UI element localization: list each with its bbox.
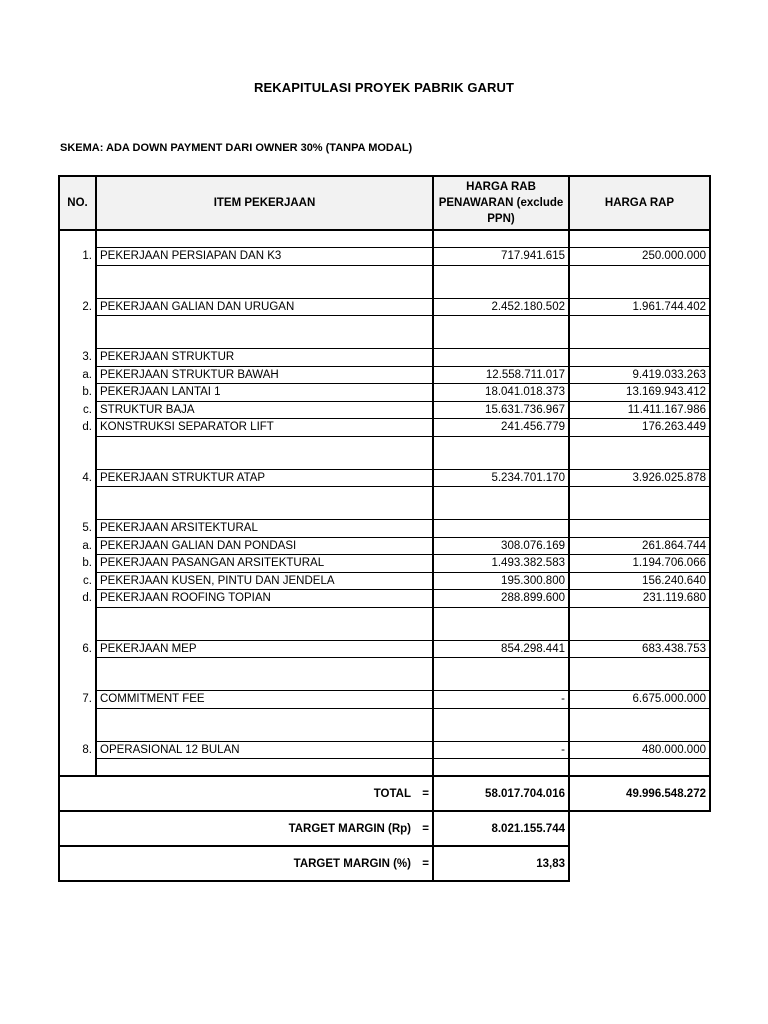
empty-cell xyxy=(59,316,96,333)
empty-cell xyxy=(59,759,96,777)
empty-cell xyxy=(569,759,710,777)
empty-cell xyxy=(569,230,710,248)
empty-cell xyxy=(433,725,569,742)
row-number: 1. xyxy=(59,248,96,266)
empty-cell xyxy=(569,811,710,846)
empty-cell xyxy=(59,674,96,691)
spacer-row xyxy=(59,674,710,691)
table-row xyxy=(59,537,710,555)
table-row xyxy=(59,741,710,759)
spacer-row xyxy=(59,316,710,333)
margin-pct-label: TARGET MARGIN (%) xyxy=(293,857,411,870)
empty-cell xyxy=(433,332,569,349)
empty-cell xyxy=(433,453,569,470)
row-number: 7. xyxy=(59,691,96,709)
empty-cell xyxy=(433,436,569,453)
table-row xyxy=(59,520,710,538)
row-item: PEKERJAAN ROOFING TOPIAN xyxy=(96,590,433,608)
empty-cell xyxy=(96,624,433,641)
empty-cell xyxy=(569,708,710,725)
row-rap: 9.419.033.263 xyxy=(569,366,710,384)
row-number: b. xyxy=(59,555,96,573)
empty-cell xyxy=(433,503,569,520)
row-number: c. xyxy=(59,401,96,419)
row-rab: 15.631.736.967 xyxy=(433,401,569,419)
row-rap xyxy=(569,520,710,538)
row-number: 2. xyxy=(59,298,96,316)
total-equals: = xyxy=(422,787,429,800)
document-title: REKAPITULASI PROYEK PABRIK GARUT xyxy=(253,80,515,95)
row-item: PEKERJAAN PASANGAN ARSITEKTURAL xyxy=(96,555,433,573)
row-rab: - xyxy=(433,741,569,759)
total-row xyxy=(59,776,710,811)
margin-rp-value: 8.021.155.744 xyxy=(433,811,569,846)
row-number: d. xyxy=(59,590,96,608)
row-number: 8. xyxy=(59,741,96,759)
row-number: c. xyxy=(59,572,96,590)
empty-cell xyxy=(433,282,569,299)
row-item: PEKERJAAN STRUKTUR xyxy=(96,349,433,367)
table-row xyxy=(59,401,710,419)
row-rap: 6.675.000.000 xyxy=(569,691,710,709)
row-rap: 683.438.753 xyxy=(569,640,710,658)
row-item: PEKERJAAN STRUKTUR ATAP xyxy=(96,469,433,487)
row-rab: - xyxy=(433,691,569,709)
row-rab: 1.493.382.583 xyxy=(433,555,569,573)
total-rap: 49.996.548.272 xyxy=(569,776,710,811)
margin-rp-label: TARGET MARGIN (Rp) xyxy=(288,822,411,835)
header-rap: HARGA RAP xyxy=(569,176,710,230)
empty-cell xyxy=(59,436,96,453)
empty-cell xyxy=(59,332,96,349)
empty-cell xyxy=(59,230,96,248)
row-rab: 18.041.018.373 xyxy=(433,384,569,402)
row-item: KONSTRUKSI SEPARATOR LIFT xyxy=(96,419,433,437)
row-rap: 13.169.943.412 xyxy=(569,384,710,402)
spacer-row xyxy=(59,708,710,725)
row-item: COMMITMENT FEE xyxy=(96,691,433,709)
spacer-row xyxy=(59,453,710,470)
table-row xyxy=(59,555,710,573)
margin-pct-label-cell xyxy=(59,846,433,881)
empty-cell xyxy=(59,282,96,299)
row-rab: 241.456.779 xyxy=(433,419,569,437)
empty-cell xyxy=(569,607,710,624)
empty-cell xyxy=(96,487,433,504)
row-rap: 176.263.449 xyxy=(569,419,710,437)
empty-cell xyxy=(569,436,710,453)
row-number: a. xyxy=(59,366,96,384)
header-no: NO. xyxy=(59,176,96,230)
empty-cell xyxy=(59,658,96,675)
empty-cell xyxy=(96,607,433,624)
row-rab: 854.298.441 xyxy=(433,640,569,658)
total-rab: 58.017.704.016 xyxy=(433,776,569,811)
margin-rp-label-cell xyxy=(59,811,433,846)
row-item: PEKERJAAN ARSITEKTURAL xyxy=(96,520,433,538)
header-item: ITEM PEKERJAAN xyxy=(96,176,433,230)
row-number: b. xyxy=(59,384,96,402)
row-rab: 12.558.711.017 xyxy=(433,366,569,384)
margin-rp-row xyxy=(59,811,710,846)
row-item: PEKERJAAN LANTAI 1 xyxy=(96,384,433,402)
table-row xyxy=(59,572,710,590)
empty-cell xyxy=(96,674,433,691)
row-rap: 3.926.025.878 xyxy=(569,469,710,487)
row-item: PEKERJAAN GALIAN DAN PONDASI xyxy=(96,537,433,555)
empty-cell xyxy=(569,453,710,470)
row-rap xyxy=(569,349,710,367)
empty-cell xyxy=(96,453,433,470)
row-number: 5. xyxy=(59,520,96,538)
empty-cell xyxy=(59,607,96,624)
spacer-row xyxy=(59,282,710,299)
empty-cell xyxy=(433,674,569,691)
row-rab: 5.234.701.170 xyxy=(433,469,569,487)
spacer-row xyxy=(59,230,710,248)
spacer-row xyxy=(59,332,710,349)
row-rap: 1.961.744.402 xyxy=(569,298,710,316)
row-item: STRUKTUR BAJA xyxy=(96,401,433,419)
empty-cell xyxy=(96,759,433,777)
empty-cell xyxy=(433,607,569,624)
header-rab: HARGA RAB PENAWARAN (exclude PPN) xyxy=(433,176,569,230)
empty-cell xyxy=(59,725,96,742)
recap-table xyxy=(58,175,711,882)
margin-rp-equals: = xyxy=(422,822,429,835)
row-rab: 2.452.180.502 xyxy=(433,298,569,316)
empty-cell xyxy=(59,487,96,504)
row-rap: 250.000.000 xyxy=(569,248,710,266)
row-rap: 156.240.640 xyxy=(569,572,710,590)
table-row xyxy=(59,248,710,266)
empty-cell xyxy=(96,332,433,349)
empty-cell xyxy=(569,316,710,333)
empty-cell xyxy=(433,316,569,333)
spacer-row xyxy=(59,759,710,777)
empty-cell xyxy=(569,624,710,641)
spacer-row xyxy=(59,503,710,520)
row-rab: 717.941.615 xyxy=(433,248,569,266)
margin-pct-equals: = xyxy=(422,857,429,870)
spacer-row xyxy=(59,607,710,624)
spacer-row xyxy=(59,624,710,641)
empty-cell xyxy=(433,624,569,641)
table-row xyxy=(59,298,710,316)
empty-cell xyxy=(96,230,433,248)
empty-cell xyxy=(569,725,710,742)
empty-cell xyxy=(59,624,96,641)
row-item: PEKERJAAN STRUKTUR BAWAH xyxy=(96,366,433,384)
empty-cell xyxy=(569,265,710,282)
row-number: 4. xyxy=(59,469,96,487)
empty-cell xyxy=(96,503,433,520)
row-number: 3. xyxy=(59,349,96,367)
row-item: PEKERJAAN GALIAN DAN URUGAN xyxy=(96,298,433,316)
row-rab: 308.076.169 xyxy=(433,537,569,555)
row-rab: 288.899.600 xyxy=(433,590,569,608)
row-rap: 231.119.680 xyxy=(569,590,710,608)
row-number: a. xyxy=(59,537,96,555)
scheme-note: SKEMA: ADA DOWN PAYMENT DARI OWNER 30% (TANPA MODAL) xyxy=(60,142,413,154)
spacer-row xyxy=(59,265,710,282)
table-row xyxy=(59,419,710,437)
row-rap: 480.000.000 xyxy=(569,741,710,759)
total-label-cell xyxy=(59,776,433,811)
spacer-row xyxy=(59,487,710,504)
margin-pct-row xyxy=(59,846,710,881)
row-rap: 1.194.706.066 xyxy=(569,555,710,573)
empty-cell xyxy=(433,658,569,675)
table-row xyxy=(59,366,710,384)
empty-cell xyxy=(569,332,710,349)
margin-pct-value: 13,83 xyxy=(433,846,569,881)
spacer-row xyxy=(59,725,710,742)
empty-cell xyxy=(59,453,96,470)
empty-cell xyxy=(59,265,96,282)
empty-cell xyxy=(59,503,96,520)
empty-cell xyxy=(569,487,710,504)
table-row xyxy=(59,640,710,658)
row-item: PEKERJAAN MEP xyxy=(96,640,433,658)
row-item: PEKERJAAN PERSIAPAN DAN K3 xyxy=(96,248,433,266)
row-rap: 11.411.167.986 xyxy=(569,401,710,419)
row-item: OPERASIONAL 12 BULAN xyxy=(96,741,433,759)
empty-cell xyxy=(96,436,433,453)
table-row xyxy=(59,349,710,367)
empty-cell xyxy=(569,503,710,520)
empty-cell xyxy=(569,658,710,675)
empty-cell xyxy=(59,708,96,725)
table-row xyxy=(59,691,710,709)
empty-cell xyxy=(569,846,710,881)
empty-cell xyxy=(569,674,710,691)
empty-cell xyxy=(96,708,433,725)
empty-cell xyxy=(96,316,433,333)
row-item: PEKERJAAN KUSEN, PINTU DAN JENDELA xyxy=(96,572,433,590)
table-row xyxy=(59,469,710,487)
table-row xyxy=(59,590,710,608)
empty-cell xyxy=(433,487,569,504)
row-rab xyxy=(433,349,569,367)
total-label: TOTAL xyxy=(373,787,411,800)
table-header-row xyxy=(59,176,710,230)
row-number: d. xyxy=(59,419,96,437)
empty-cell xyxy=(96,265,433,282)
empty-cell xyxy=(433,230,569,248)
empty-cell xyxy=(96,658,433,675)
spacer-row xyxy=(59,436,710,453)
row-rap: 261.864.744 xyxy=(569,537,710,555)
empty-cell xyxy=(433,265,569,282)
spacer-row xyxy=(59,658,710,675)
table-row xyxy=(59,384,710,402)
row-rab: 195.300.800 xyxy=(433,572,569,590)
row-rab xyxy=(433,520,569,538)
empty-cell xyxy=(96,725,433,742)
empty-cell xyxy=(433,708,569,725)
empty-cell xyxy=(96,282,433,299)
row-number: 6. xyxy=(59,640,96,658)
empty-cell xyxy=(433,759,569,777)
empty-cell xyxy=(569,282,710,299)
